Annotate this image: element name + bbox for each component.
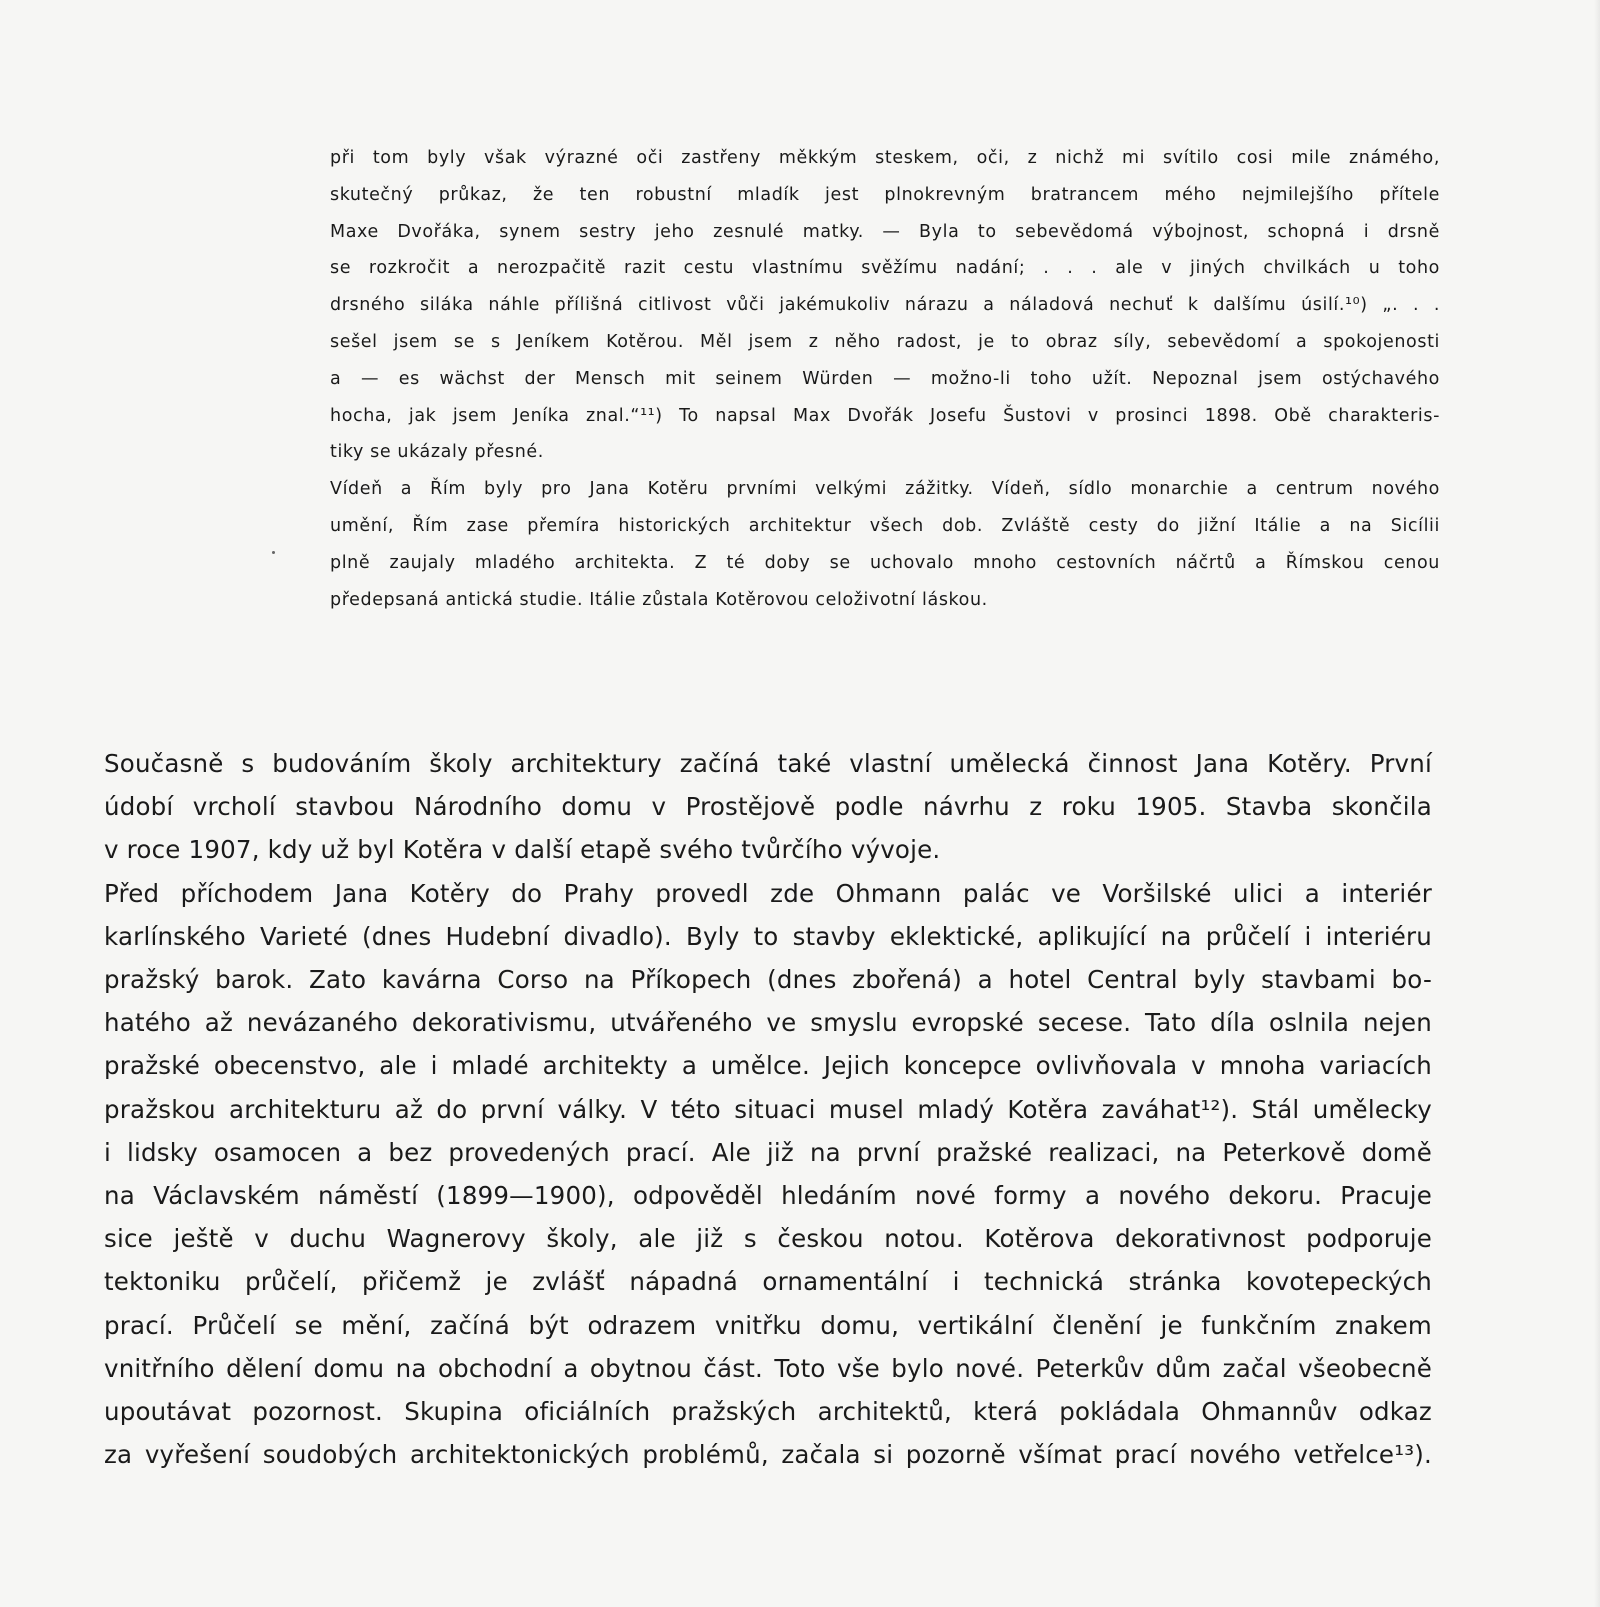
quote-line: hocha, jak jsem Jeníka znal.“¹¹) To napsal Max Dvořák Josefu Šustovi v prosinci 1898. Obě charakteris- [330, 405, 1440, 426]
main-body-text [104, 742, 1432, 1476]
body-line: údobí vrcholí stavbou Národního domu v Prostějově podle návrhu z roku 1905. Stavba skončila [104, 792, 1432, 822]
body-line: pražské obecenstvo, ale i mladé architekty a umělce. Jejich koncepce ovlivňovala v mnoha variacích [104, 1051, 1432, 1081]
body-line: sice ještě v duchu Wagnerovy školy, ale již s českou notou. Kotěrova dekorativnost podporuje [104, 1224, 1432, 1254]
body-line: pražskou architekturu až do první války. V této situaci musel mladý Kotěra zaváhat¹²). Stál umělecky [104, 1094, 1432, 1124]
quote-line: při tom byly však výrazné oči zastřeny měkkým steskem, oči, z nichž mi svítilo cosi mile známého, [330, 148, 1440, 168]
body-line: hatého až nevázaného dekorativismu, utvářeného ve smyslu evropské secese. Tato díla oslnila nejen [104, 1008, 1432, 1038]
quote-line: Vídeň a Řím byly pro Jana Kotěru prvními velkými zážitky. Vídeň, sídlo monarchie a centrum nového [330, 479, 1440, 500]
body-line: karlínského Varieté (dnes Hudební divadlo). Byly to stavby eklektické, aplikující na průčelí i interiéru [104, 921, 1432, 951]
quote-line: umění, Řím zase přemíra historických architektur všech dob. Zvláště cesty do jižní Itálie a na Sicílii [330, 515, 1440, 536]
quote-line: se rozkročit a nerozpačitě razit cestu vlastnímu svěžímu nadání; . . . ale v jiných chvilkách u toho [330, 258, 1440, 279]
body-line: i lidsky osamocen a bez provedených prací. Ale již na první pražské realizaci, na Peterkově domě [104, 1137, 1432, 1167]
body-line: prací. Průčelí se mění, začíná být odrazem vnitřku domu, vertikální členění je funkčním znakem [104, 1310, 1432, 1340]
quote-line: Maxe Dvořáka, synem sestry jeho zesnulé matky. — Byla to sebevědomá výbojnost, schopná i drsně [330, 221, 1440, 242]
body-line: za vyřešení soudobých architektonických problémů, začala si pozorně všímat prací nového vetřelce¹³). [104, 1440, 1432, 1470]
body-line: na Václavském náměstí (1899—1900), odpověděl hledáním nové formy a nového dekoru. Pracuje [104, 1181, 1432, 1211]
body-line: vnitřního dělení domu na obchodní a obytnou část. Toto vše bylo nové. Peterkův dům začal všeobecně [104, 1353, 1432, 1383]
body-line: v roce 1907, kdy už byl Kotěra v další etapě svého tvůrčího vývoje. [104, 835, 941, 865]
quote-line: drsného siláka náhle přílišná citlivost vůči jakémukoliv nárazu a náladová nechuť k dalšímu úsilí.¹⁰) „. . . [330, 295, 1440, 316]
quote-line: plně zaujaly mladého architekta. Z té doby se uchovalo mnoho cestovních náčrtů a Římskou cenou [330, 552, 1440, 573]
body-line: tektoniku průčelí, přičemž je zvlášť nápadná ornamentální i technická stránka kovotepeckých [104, 1267, 1432, 1297]
quote-line: a — es wächst der Mensch mit seinem Würden — možno-li toho užít. Nepoznal jsem ostýchavého [330, 368, 1440, 389]
quote-line: předepsaná antická studie. Itálie zůstala Kotěrovou celoživotní láskou. [330, 589, 988, 610]
page-edge-shadow [1594, 0, 1600, 1607]
quote-line: skutečný průkaz, že ten robustní mladík jest plnokrevným bratrancem mého nejmilejšího přítele [330, 184, 1440, 205]
margin-speck [272, 551, 275, 554]
body-line: pražský barok. Zato kavárna Corso na Příkopech (dnes zbořená) a hotel Central byly stavbami bo- [104, 965, 1432, 995]
quote-line: sešel jsem se s Jeníkem Kotěrou. Měl jsem z něho radost, je to obraz síly, sebevědomí a spokojenosti [330, 331, 1440, 352]
body-line: Před příchodem Jana Kotěry do Prahy provedl zde Ohmann palác ve Voršilské ulici a interiér [104, 878, 1432, 908]
quotation-block [330, 140, 1440, 618]
body-line: upoutávat pozornost. Skupina oficiálních pražských architektů, která pokládala Ohmannův odkaz [104, 1397, 1432, 1427]
quote-line: tiky se ukázaly přesné. [330, 442, 544, 463]
body-line: Současně s budováním školy architektury začíná také vlastní umělecká činnost Jana Kotěry. První [104, 749, 1432, 778]
